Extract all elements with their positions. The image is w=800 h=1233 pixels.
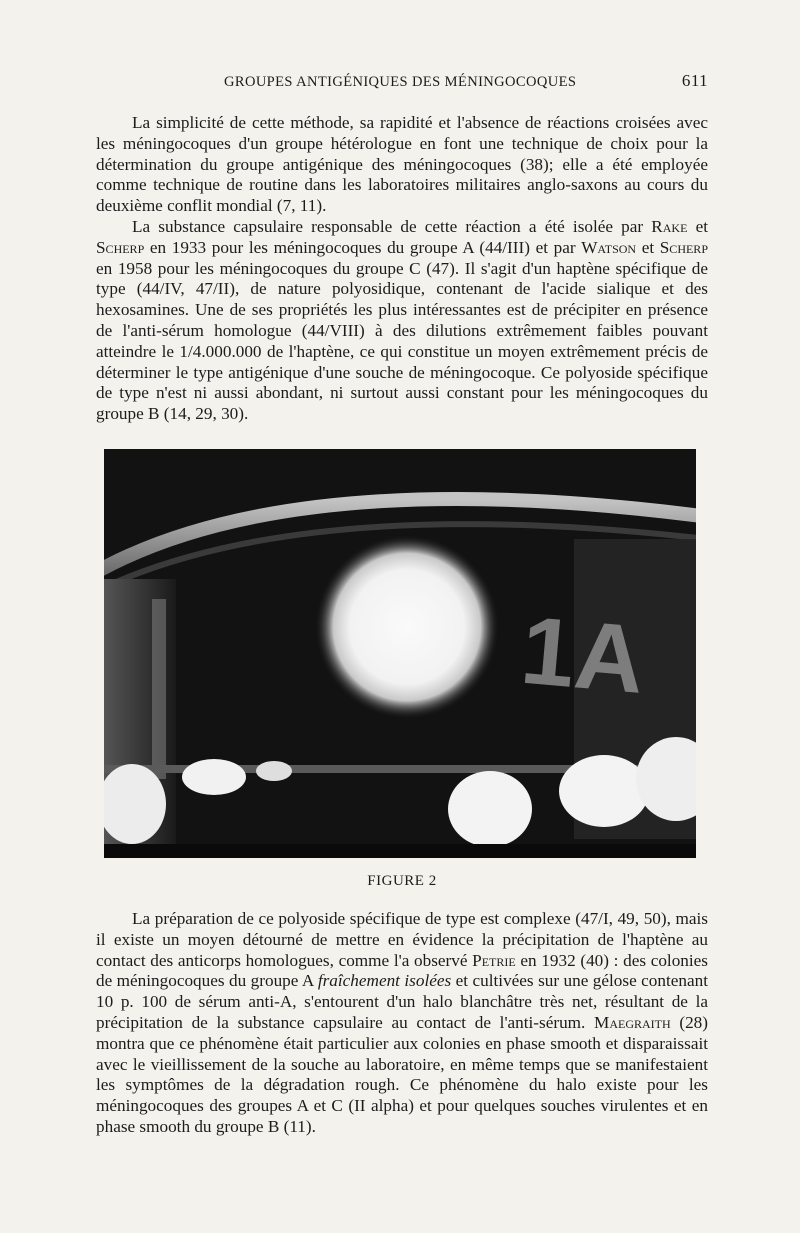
author-name: Maegraith <box>594 1012 671 1032</box>
paragraph-2-text: et <box>687 216 709 236</box>
author-name: Petrie <box>472 950 516 970</box>
text-block-bottom <box>96 909 708 1138</box>
text-block-top <box>96 113 708 425</box>
author-name: Watson <box>581 237 637 257</box>
plate-label: 1A <box>517 596 649 714</box>
emphasis-text: fraîchement isolées <box>317 971 452 991</box>
figure-photograph <box>104 449 696 858</box>
colony <box>448 771 532 847</box>
paragraph-2-text: en 1933 pour les méningocoques du groupe A (44/III) et par <box>144 237 582 257</box>
colony <box>559 755 649 827</box>
halo-colony <box>315 535 499 719</box>
paragraph-2-text: La substance capsulaire responsable de cette réaction a été isolée par <box>132 216 652 236</box>
author-name: Scherp <box>659 237 708 257</box>
paragraph-1: La simplicité de cette méthode, sa rapidité et l'absence de réactions croisées avec les méningocoques d'un groupe hétérologue en font une technique de choix pour la détermination du groupe antigénique des méningocoques (38); elle a été employée comme technique de routine dans les laboratoires militaires anglo-saxons au cours du deuxième conflit mondial (7, 11). <box>96 113 708 216</box>
paragraph-2-text: en 1958 pour les méningocoques du groupe C (47). Il s'agit d'un haptène spécifique de type (44/IV, 47/II), de nature polyosidique, contenant de l'acide sialique et des hexosamines. Une de ses propriétés les plus intéressantes est de précipiter en présence de l'anti-sérum homologue (44/VIII) à des dilutions extrêmement faibles pouvant atteindre le 1/4.000.000 de l'haptène, ce qui constitue un moyen extrêmement précis de déterminer le type antigénique d'une souche de méningocoque. Ce polyoside spécifique de type n'est ni aussi abondant, ni surtout aussi constant pour les méningocoques du groupe B (14, 29, 30). <box>96 258 708 424</box>
author-name: Rake <box>651 216 688 236</box>
paragraph-3-text: et cultivées sur une gélose contenant 10 p. 100 de sérum anti-A, s'entourent d'un halo blanchâtre très net, résultant de la précipitation de la substance capsulaire au contact de l'anti-sérum. <box>96 971 708 1032</box>
running-title: GROUPES ANTIGÉNIQUES DES MÉNINGOCOQUES <box>224 74 577 90</box>
paragraph-3-text: La préparation de ce polyoside spécifique de type est complexe (47/I, 49, 50), mais il existe un moyen détourné de mettre en évidence la précipitation de l'haptène au contact des anticorps homologues, comme l'a observé <box>96 909 708 970</box>
paragraph-3-text: (28) montra que ce phénomène était particulier aux colonies en phase smooth et disparaissait avec le vieillissement de la souche au laboratoire, en même temps que se manifestaient les symptômes de la dégradation rough. Ce phénomène du halo existe pour les méningocoques des groupes A et C (II alpha) et pour quelques souches virulentes et en phase smooth du groupe B (11). <box>96 1012 708 1136</box>
page-number: 611 <box>681 71 708 90</box>
colony <box>256 761 292 781</box>
figure-caption: FIGURE 2 <box>367 873 437 889</box>
paragraph-2-text: et <box>636 237 660 257</box>
paragraph-3 <box>96 909 708 1138</box>
paragraph-2 <box>96 217 708 425</box>
author-name: Scherp <box>96 237 145 257</box>
agar-plate-photo <box>104 449 696 858</box>
colony <box>182 759 246 795</box>
paragraph-3-text: en 1932 (40) : des colonies de méningocoques du groupe A <box>96 950 708 991</box>
